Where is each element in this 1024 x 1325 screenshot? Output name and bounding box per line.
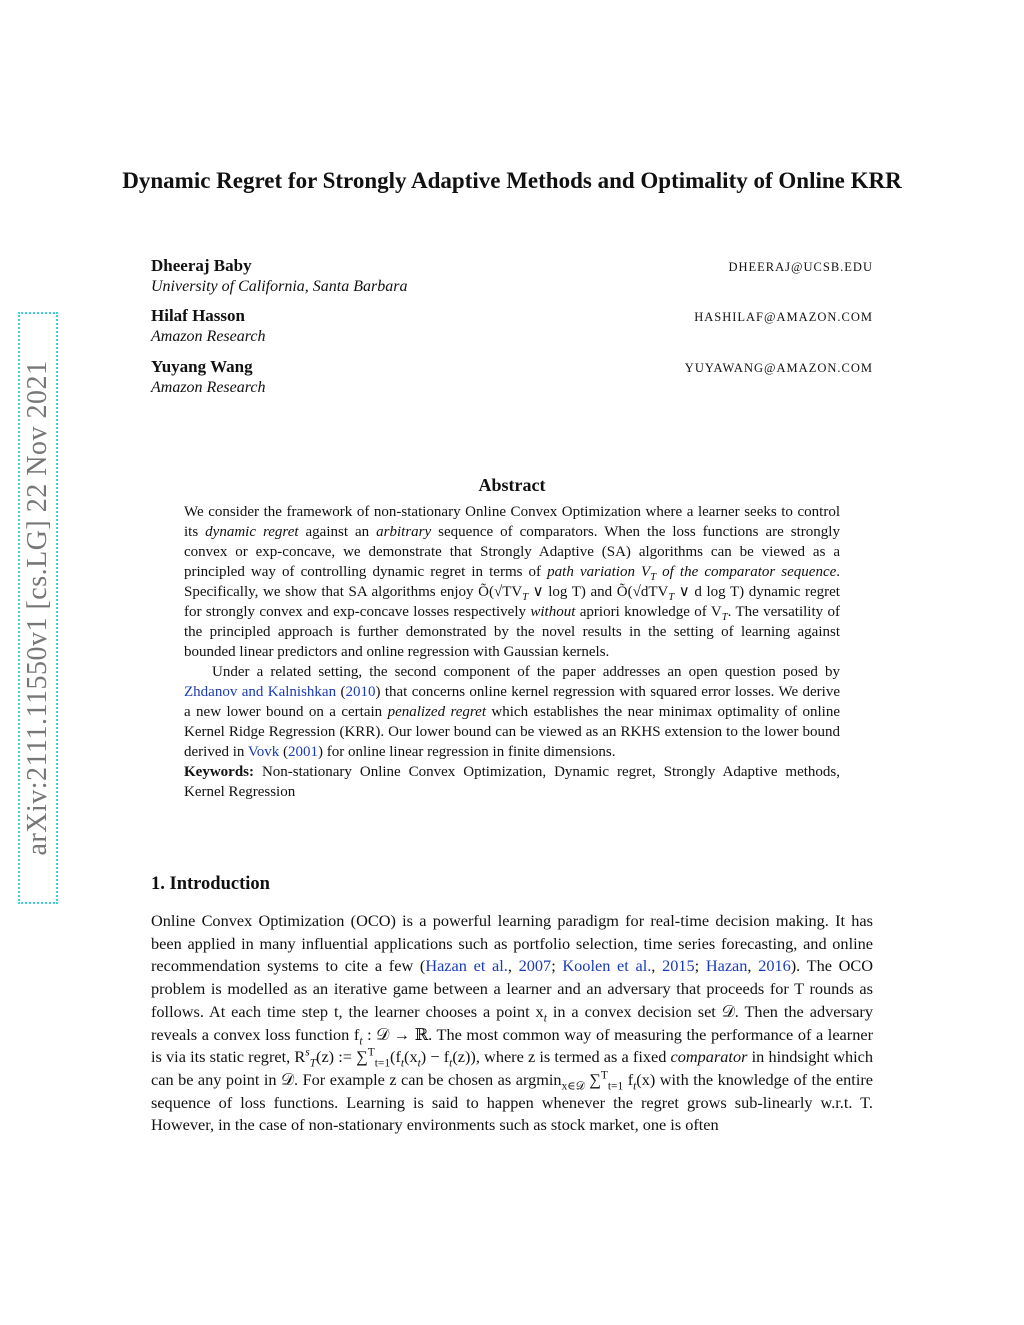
author-name: Hilaf Hasson bbox=[151, 306, 245, 325]
arxiv-stamp bbox=[18, 312, 58, 904]
section-heading-introduction: 1. Introduction bbox=[151, 874, 270, 894]
abstract-paragraph-1: We consider the framework of non-stationary Online Convex Optimization where a learner seeks to control its dynamic regret against an arbitrary sequence of comparators. When the loss functions are strongly convex or exp-concave, we demonstrate that Strongly Adaptive (SA) algorithms can be viewed as a principled way of controlling dynamic regret in terms of path variation $V_T$ of the comparator sequence. Specifically, we show that SA algorithms enjoy $Õ(√TV_T$ ∨ log T) and Õ(√dTV$_T$ ∨ d log T) dynamic regret for strongly convex and exp-concave losses respectively without apriori knowledge of $V_T$. The versatility of the principled approach is further demonstrated by the novel results in the setting of learning against bounded linear predictors and online regression with Gaussian kernels. bbox=[184, 504, 841, 660]
introduction-body bbox=[151, 910, 873, 1137]
abstract-heading: Abstract bbox=[478, 475, 546, 495]
keywords-label: Keywords: bbox=[184, 764, 254, 780]
abstract-body bbox=[184, 502, 840, 802]
author-2 bbox=[151, 306, 873, 346]
intro-paragraph: Online Convex Optimization (OCO) is a powerful learning paradigm for real-time decision making. It has been applied in many influential applications such as portfolio selection, time series forecasting, and online recommendation systems to cite a few (Hazan et al., 2007; Koolen et al., 2015; Hazan, 2016). The OCO problem is modelled as an iterative game between a learner and an adversary that proceeds for T rounds as follows. At each time step t, the learner chooses a point $x_t$ in a convex decision set 𝒟. Then the adversary reveals a convex loss function $f_t$ : 𝒟 → ℝ. The most common way of measuring the performance of a learner is via its static regret, $R^s_T(z)$ := $\sum^T_{t=1}(f_t(x_t) - f_t(z))$, where z is termed as a fixed comparator in hindsight which can be any point in 𝒟. For example z can be chosen as argmin$_{x\in 𝒟}$ ∑$^T_{t=1}$ $f_t(x)$ with the knowledge of the entire sequence of loss functions. Learning is said to happen whenever the regret grows sub-linearly w.r.t. T. However, in the case of non-stationary environments such as stock market, one is often bbox=[151, 911, 874, 1135]
paper-title: Dynamic Regret for Strongly Adaptive Methods and Optimality of Online KRR bbox=[122, 168, 902, 193]
abstract-paragraph-2: Under a related setting, the second component of the paper addresses an open question posed by Zhdanov and Kalnishkan (2010) that concerns online kernel regression with squared error losses. We derive a new lower bound on a certain penalized regret which establishes the near minimax optimality of online Kernel Ridge Regression (KRR). Our lower bound can be viewed as an RKHS extension to the lower bound derived in Vovk (2001) for online linear regression in finite dimensions. bbox=[184, 664, 840, 760]
author-email[interactable]: DHEERAJ@UCSB.EDU bbox=[728, 260, 873, 274]
citation-link[interactable]: Vovk bbox=[247, 744, 280, 760]
arxiv-id: arXiv:2111.11550v1 [cs.LG] 22 Nov 2021 bbox=[22, 360, 53, 856]
author-name: Yuyang Wang bbox=[151, 357, 253, 376]
author-affiliation: Amazon Research bbox=[151, 328, 266, 345]
author-affiliation: Amazon Research bbox=[151, 379, 266, 396]
citation-year-link[interactable]: 2015 bbox=[662, 956, 695, 976]
citation-year-link[interactable]: 2010 bbox=[345, 684, 376, 700]
citation-link[interactable]: Zhdanov and Kalnishkan bbox=[184, 684, 337, 700]
author-email[interactable]: HASHILAF@AMAZON.COM bbox=[694, 310, 873, 324]
author-email[interactable]: YUYAWANG@AMAZON.COM bbox=[684, 361, 873, 375]
author-3 bbox=[151, 357, 873, 397]
citation-year-link[interactable]: 2016 bbox=[758, 956, 791, 976]
author-affiliation: University of California, Santa Barbara bbox=[151, 278, 408, 295]
citation-link[interactable]: Koolen et al. bbox=[562, 956, 652, 976]
citation-link[interactable]: Hazan bbox=[705, 956, 748, 976]
citation-year-link[interactable]: 2007 bbox=[518, 956, 552, 976]
citation-year-link[interactable]: 2001 bbox=[288, 744, 319, 760]
citation-link[interactable]: Hazan et al. bbox=[425, 956, 508, 976]
author-name: Dheeraj Baby bbox=[151, 256, 252, 275]
keywords: Keywords: Non-stationary Online Convex Optimization, Dynamic regret, Strongly Adaptive methods, Kernel Regression bbox=[184, 764, 840, 800]
author-1 bbox=[151, 256, 873, 296]
